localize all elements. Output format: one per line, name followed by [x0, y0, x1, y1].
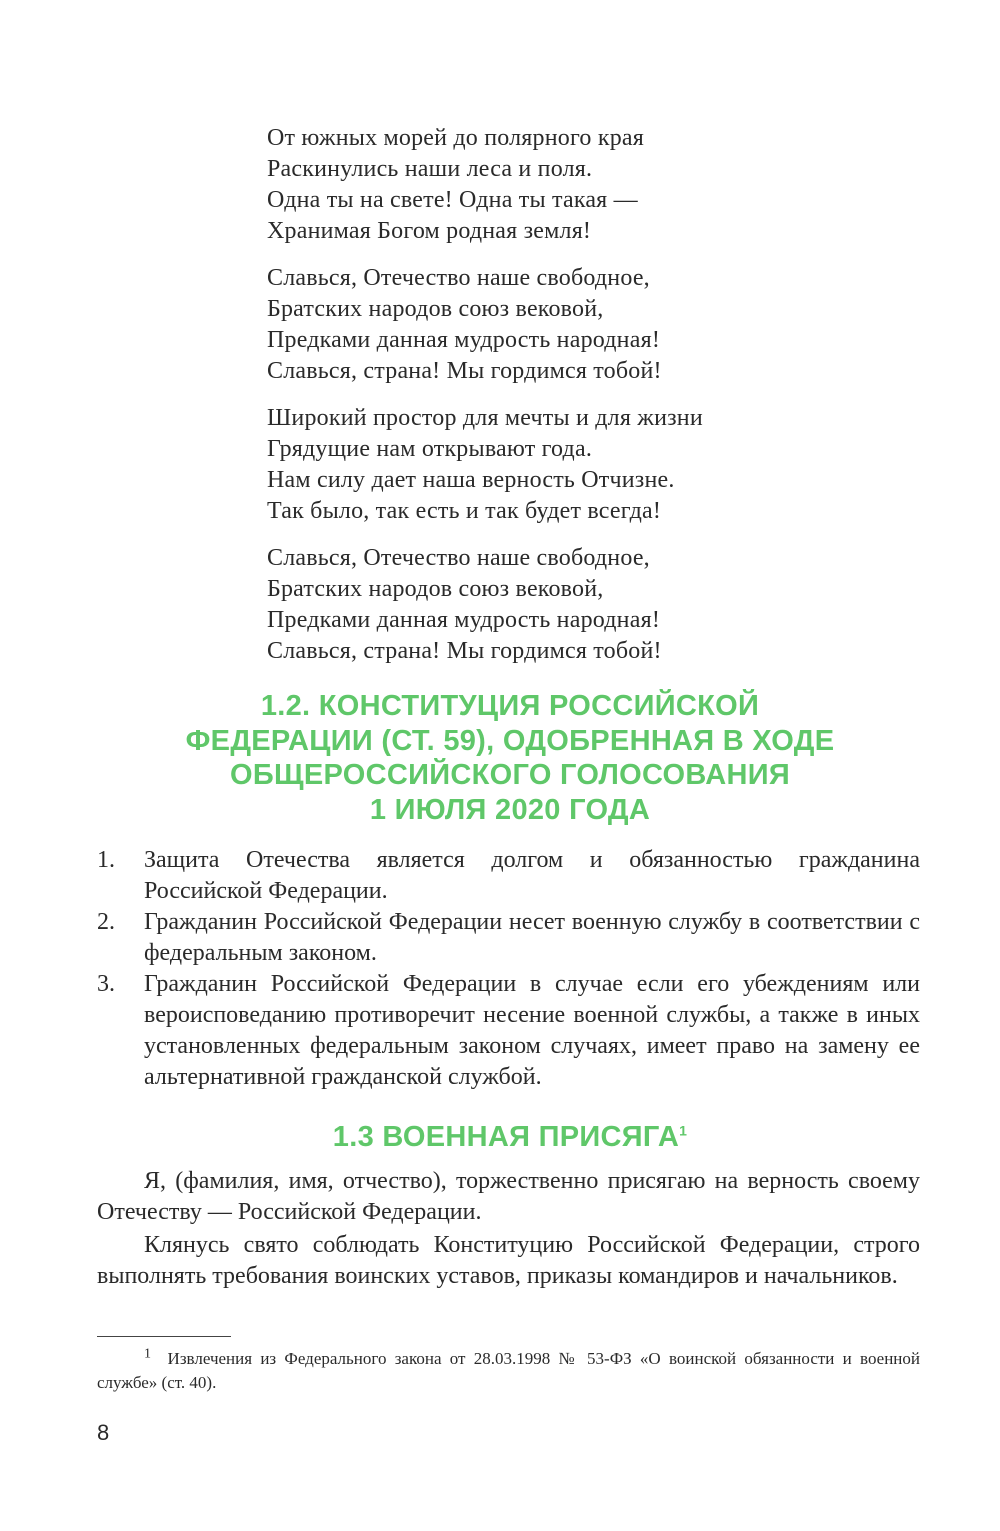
- poem-line: Предками данная мудрость народная!: [267, 327, 661, 353]
- list-item-text: Защита Отечества является долгом и обязанностью гражданина Российской Федерации.: [144, 847, 920, 904]
- heading-line: 1 ИЮЛЯ 2020 ГОДА: [369, 793, 651, 826]
- list-item-text: Гражданин Российской Федерации в случае если его убеждениям или вероисповеданию противоречит несение военной службы, а также в иных установленных федеральным законом случаях, имеет право на замену ее альтернативной гражданской службой.: [144, 971, 920, 1090]
- constitution-article-list: [97, 845, 920, 1093]
- footnote-divider: [97, 1336, 231, 1337]
- oath-paragraph: Клянусь свято соблюдать Конституцию Российской Федерации, строго выполнять требования воинских уставов, приказы командиров и начальников.: [97, 1232, 920, 1289]
- list-item: [97, 845, 920, 907]
- list-item: [97, 907, 920, 969]
- page-number: 8: [97, 1420, 110, 1445]
- poem-line: Широкий простор для мечты и для жизни: [267, 405, 703, 431]
- poem-line: Так было, так есть и так будет всегда!: [267, 498, 662, 524]
- footnote-mark: 1: [144, 1346, 151, 1362]
- poem-line: Раскинулись наши леса и поля.: [267, 156, 593, 182]
- oath-paragraph: Я, (фамилия, имя, отчество), торжественно присягаю на верность своему Отечеству — Российской Федерации.: [97, 1168, 920, 1225]
- poem-stanza-2: [267, 263, 867, 387]
- poem-line: Одна ты на свете! Одна ты такая —: [267, 187, 638, 213]
- section-1-3-heading-text: 1.3 ВОЕННАЯ ПРИСЯГА: [332, 1121, 680, 1153]
- poem-line: От южных морей до полярного края: [267, 125, 644, 151]
- footnote-text: Извлечения из Федерального закона от 28.03.1998 № 53-ФЗ «О воинской обязанности и военной службе» (ст. 40).: [97, 1349, 920, 1392]
- section-1-3-heading: [100, 1120, 920, 1155]
- poem-line: Славься, Отечество наше свободное,: [267, 265, 650, 291]
- heading-line: ФЕДЕРАЦИИ (СТ. 59), ОДОБРЕННАЯ В ХОДЕ: [185, 724, 835, 757]
- poem-line: Грядущие нам открывают года.: [267, 436, 593, 462]
- poem-line: Славься, страна! Мы гордимся тобой!: [267, 638, 662, 664]
- heading-line: ОБЩЕРОССИЙСКОГО ГОЛОСОВАНИЯ: [229, 759, 790, 791]
- anthem-poem: [267, 123, 867, 683]
- poem-line: Хранимая Богом родная земля!: [267, 218, 592, 244]
- poem-line: Братских народов союз вековой,: [267, 576, 604, 602]
- heading-line: 1.2. КОНСТИТУЦИЯ РОССИЙСКОЙ: [260, 690, 760, 722]
- poem-line: Славься, страна! Мы гордимся тобой!: [267, 358, 662, 384]
- poem-stanza-1: [267, 123, 867, 247]
- section-1-2-heading: [100, 689, 920, 827]
- list-item-number: 1.: [97, 847, 115, 873]
- poem-line: Предками данная мудрость народная!: [267, 607, 661, 633]
- list-item-number: 2.: [97, 909, 115, 935]
- list-item-text: Гражданин Российской Федерации несет военную службу в соответствии с федеральным законом.: [144, 909, 920, 966]
- list-item-number: 3.: [97, 971, 115, 997]
- poem-stanza-4: [267, 543, 867, 667]
- list-item: [97, 969, 920, 1093]
- poem-stanza-3: [267, 403, 867, 527]
- poem-line: Нам силу дает наша верность Отчизне.: [267, 467, 675, 493]
- poem-line: Славься, Отечество наше свободное,: [267, 545, 650, 571]
- footnote: [97, 1347, 920, 1395]
- poem-line: Братских народов союз вековой,: [267, 296, 604, 322]
- oath-text: [97, 1166, 920, 1294]
- footnote-reference[interactable]: 1: [679, 1122, 688, 1139]
